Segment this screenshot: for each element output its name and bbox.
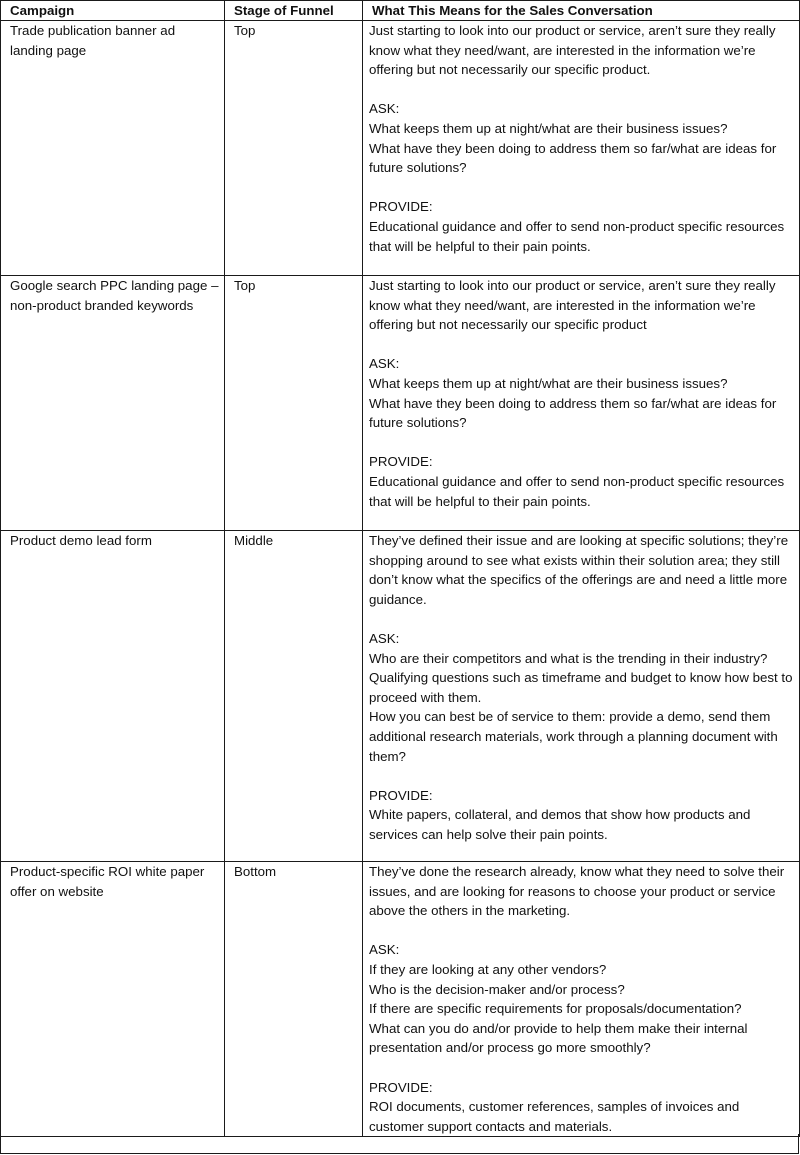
provide-text: Educational guidance and offer to send non-product specific resources that will be helpful to their pain points. (369, 473, 785, 509)
provide-label: PROVIDE: (369, 454, 433, 470)
ask-item: If they are looking at any other vendors? (369, 961, 607, 977)
stage-cell: Top (225, 276, 363, 531)
campaign-cell: Product demo lead form (1, 531, 225, 862)
ask-item: What have they been doing to address them so far/what are ideas for future solutions? (369, 140, 777, 176)
provide-label: PROVIDE: (369, 787, 433, 803)
ask-item: Qualifying questions such as timeframe and budget to know how best to proceed with them. (369, 670, 793, 705)
meaning-cell (363, 862, 800, 1137)
provide-text: ROI documents, customer references, samples of invoices and customer support contacts and materials. (369, 1099, 740, 1134)
campaign-cell: Google search PPC landing page – non-product branded keywords (1, 276, 225, 531)
ask-label: ASK: (369, 630, 400, 646)
stage-cell: Top (225, 21, 363, 276)
situation-text: They’ve defined their issue and are looking at specific solutions; they’re shopping around to see what exists within their solution area; they still don’t know what the specifics of the offerings are and need a little more guidance. (369, 533, 789, 607)
ask-label: ASK: (369, 356, 400, 372)
situation-text: Just starting to look into our product or service, aren’t sure they really know what they need/want, are interested in the information we’re offering but not necessarily our specific product (369, 278, 776, 333)
campaign-cell: Product-specific ROI white paper offer on website (1, 862, 225, 1137)
ask-item: Who are their competitors and what is the trending in their industry? (369, 650, 768, 666)
table-row (1, 21, 800, 276)
table-row (1, 862, 800, 1137)
ask-item: What can you do and/or provide to help them make their internal presentation and/or process go more smoothly? (369, 1020, 748, 1056)
stage-cell: Bottom (225, 862, 363, 1137)
stage-cell: Middle (225, 531, 363, 862)
table-row (1, 531, 800, 862)
meaning-cell (363, 276, 800, 531)
table-row (1, 276, 800, 531)
campaign-cell: Trade publication banner ad landing page (1, 21, 225, 276)
header-stage: Stage of Funnel (225, 1, 363, 21)
ask-item: What keeps them up at night/what are their business issues? (369, 120, 728, 136)
ask-item: Who is the decision-maker and/or process? (369, 981, 625, 997)
ask-label: ASK: (369, 101, 400, 117)
ask-item: What keeps them up at night/what are their business issues? (369, 375, 728, 391)
provide-text: White papers, collateral, and demos that show how products and services can help solve their pain points. (369, 807, 751, 842)
meaning-cell (363, 531, 800, 862)
meaning-cell (363, 21, 800, 276)
bottom-border-strip (0, 1134, 799, 1154)
table-header-row (1, 1, 800, 21)
header-campaign: Campaign (1, 1, 225, 21)
ask-item: What have they been doing to address them so far/what are ideas for future solutions? (369, 395, 777, 431)
header-meaning: What This Means for the Sales Conversation (363, 1, 800, 21)
provide-text: Educational guidance and offer to send non-product specific resources that will be helpful to their pain points. (369, 218, 785, 254)
situation-text: They’ve done the research already, know what they need to solve their issues, and are looking for reasons to choose your product or service above the others in the marketing. (369, 864, 785, 919)
situation-text: Just starting to look into our product or service, aren’t sure they really know what they need/want, are interested in the information we’re offering but not necessarily our specific product. (369, 23, 776, 78)
ask-label: ASK: (369, 942, 400, 958)
provide-label: PROVIDE: (369, 1079, 433, 1095)
ask-item: If there are specific requirements for proposals/documentation? (369, 1001, 742, 1017)
ask-item: How you can best be of service to them: provide a demo, send them additional research materials, work through a planning document with them? (369, 709, 778, 764)
provide-label: PROVIDE: (369, 199, 433, 215)
